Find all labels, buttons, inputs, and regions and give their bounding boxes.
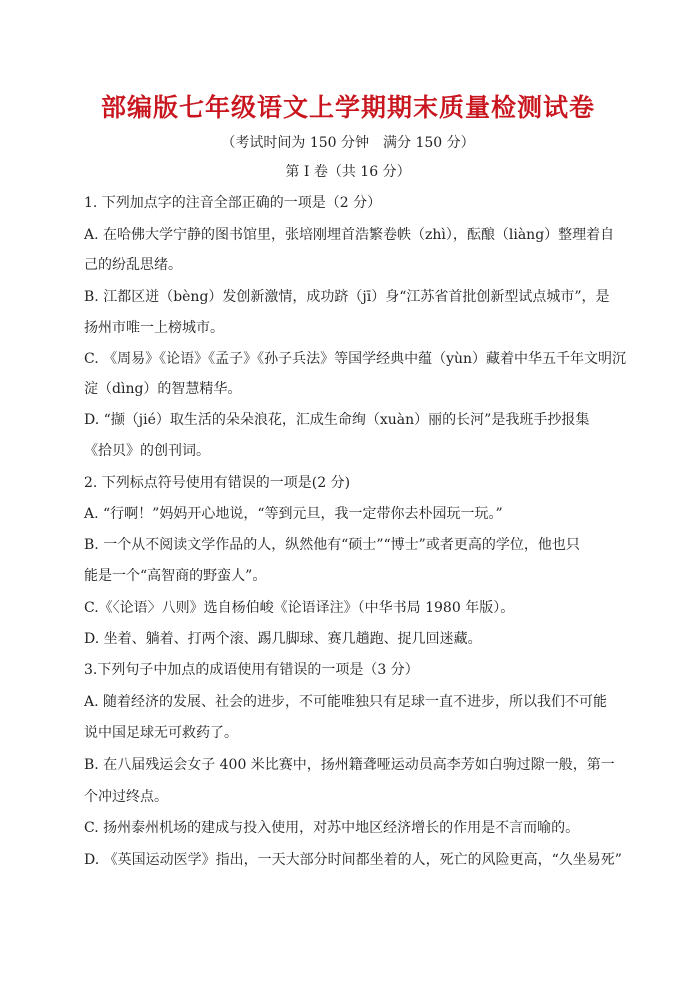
- q1-option-b-line-2: 扬州市唯一上榜城市。: [84, 320, 224, 336]
- exam-time-note: （考试时间为 150 分钟 满分 150 分）: [221, 135, 475, 151]
- exam-title: 部编版七年级语文上学期期末质量检测试卷: [100, 93, 595, 122]
- section-heading: 第 I 卷（共 16 分）: [285, 164, 411, 180]
- q3-option-a-line-2: 说中国足球无可救药了。: [84, 725, 238, 741]
- question-2: 2. 下列标点符号使用有错误的一项是(2 分): [84, 475, 351, 491]
- q1-option-a-line-2: 己的纷乱思绪。: [84, 257, 182, 273]
- q3-option-c: C. 扬州泰州机场的建成与投入使用，对苏中地区经济增长的作用是不言而喻的。: [84, 820, 580, 836]
- q3-option-a-line-1: A. 随着经济的发展、社会的进步，不可能唯独只有足球一直不进步，所以我们不可能: [84, 694, 608, 710]
- q1-option-c-line-1: C. 《周易》《论语》《孟子》《孙子兵法》等国学经典中蕴（yùn）藏着中华五千年文明沉: [84, 351, 627, 367]
- q1-option-a-line-1: A. 在哈佛大学宁静的图书馆里，张培刚埋首浩繁卷帙（zhì），酝酿（liàng）整理着自: [84, 227, 615, 243]
- q3-option-d-line-1: D. 《英国运动医学》指出，一天大部分时间都坐着的人，死亡的风险更高，“久坐易死”: [84, 852, 622, 868]
- q2-option-d: D. 坐着、躺着、打两个滚、踢几脚球、赛几趟跑、捉几回迷藏。: [84, 631, 482, 647]
- q1-option-c-line-2: 淀（dìng）的智慧精华。: [84, 381, 242, 397]
- q3-option-b-line-2: 个冲过终点。: [84, 789, 168, 805]
- q1-option-d-line-2: 《拾贝》的创刊词。: [84, 443, 210, 459]
- q2-option-c: C.《〈论语〉八则》选自杨伯峻《论语译注》（中华书局 1980 年版）。: [84, 600, 515, 616]
- q1-option-d-line-1: D. “撷（jié）取生活的朵朵浪花，汇成生命绚（xuàn）丽的长河”是我班手抄报集: [84, 412, 590, 428]
- q1-option-b-line-1: B. 江都区迸（bèng）发创新激情，成功跻（jī）身“江苏省首批创新型试点城市”，是: [84, 289, 610, 305]
- q2-option-a: A. “行啊！”妈妈开心地说，“等到元旦，我一定带你去朴园玩一玩。”: [84, 506, 503, 522]
- question-3: 3.下列句子中加点的成语使用有错误的一项是（3 分）: [84, 662, 419, 678]
- question-1: 1. 下列加点字的注音全部正确的一项是（2 分）: [84, 195, 382, 211]
- q2-option-b-line-2: 能是一个“高智商的野蛮人”。: [84, 568, 267, 584]
- q3-option-b-line-1: B. 在八届残运会女子 400 米比赛中，扬州籍聋哑运动员高李芳如白驹过隙一般，第一: [84, 757, 615, 773]
- q2-option-b-line-1: B. 一个从不阅读文学作品的人，纵然他有“硕士”“博士”或者更高的学位，他也只: [84, 537, 580, 553]
